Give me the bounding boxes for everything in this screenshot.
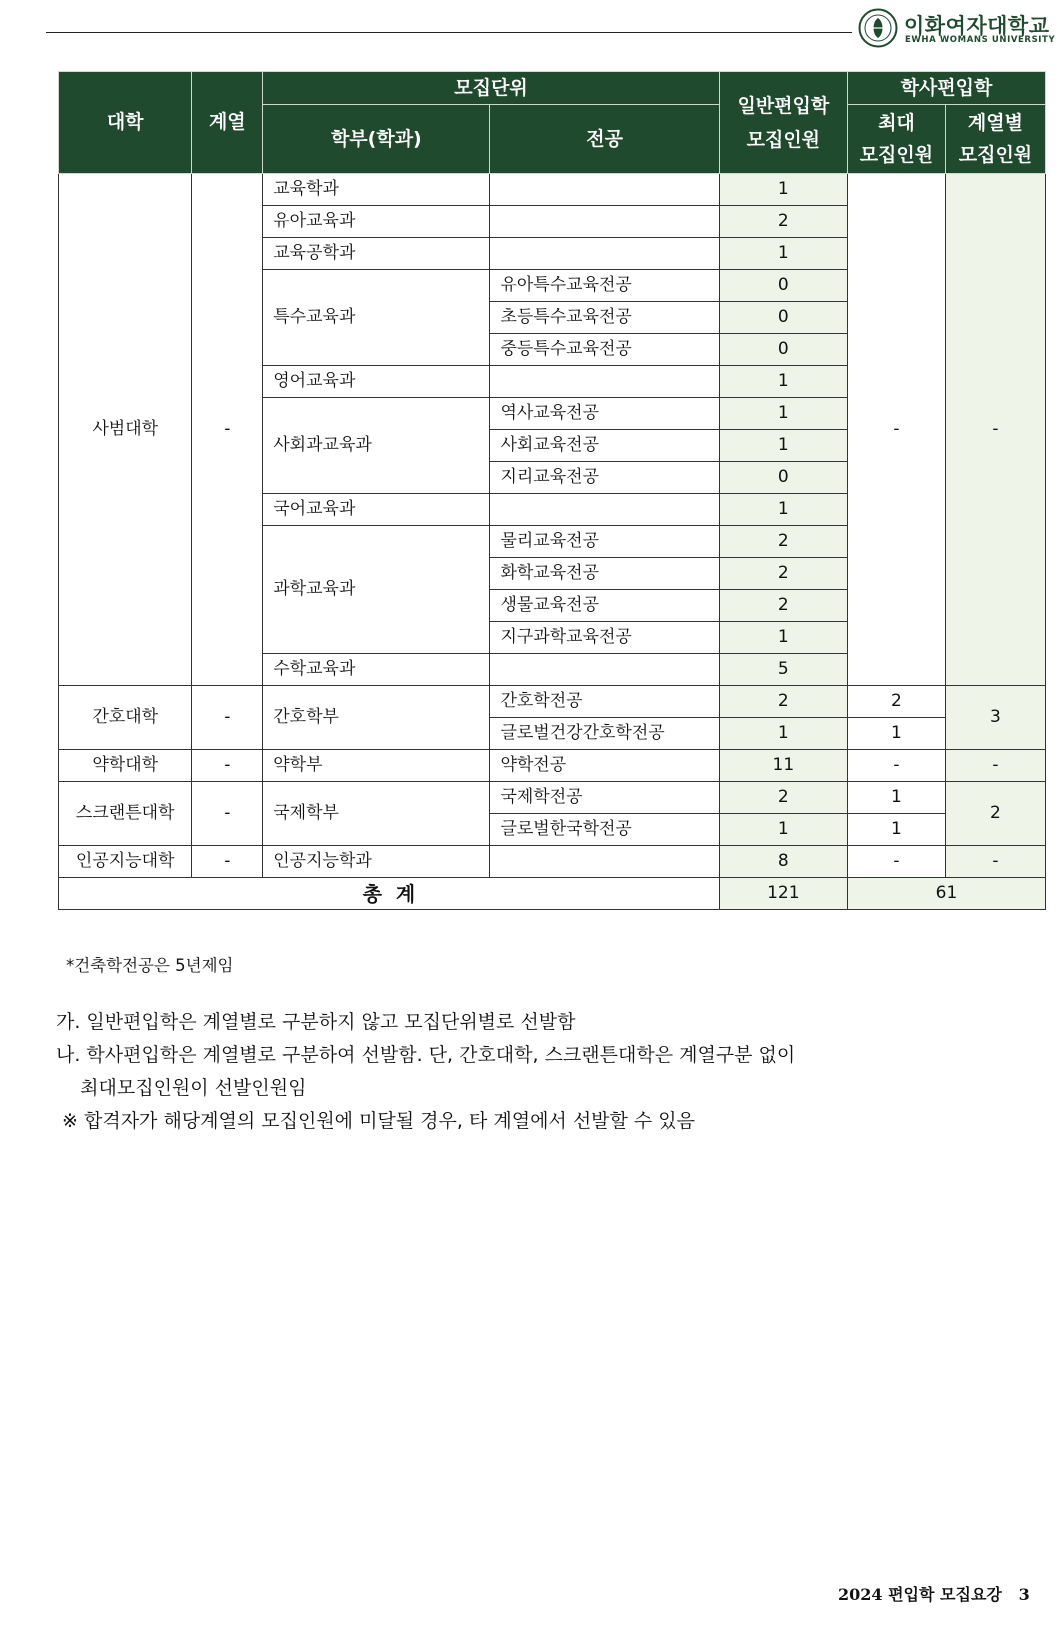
table-row: [59, 750, 1046, 782]
general-count: 1: [719, 814, 847, 846]
series-cell: -: [192, 174, 263, 686]
series-cell: -: [192, 846, 263, 878]
col-college: 대학: [59, 72, 192, 174]
major-cell: 글로벌건강간호학전공: [490, 718, 719, 750]
col-major: 전공: [490, 105, 719, 174]
major-cell: 국제학전공: [490, 782, 719, 814]
major-cell: [490, 846, 719, 878]
general-count: 2: [719, 526, 847, 558]
dept-cell: 교육공학과: [263, 238, 490, 270]
college-cell: 간호대학: [59, 686, 192, 750]
byseries-count: 2: [945, 782, 1045, 846]
series-cell: -: [192, 782, 263, 846]
general-count: 2: [719, 590, 847, 622]
byseries-count: -: [945, 750, 1045, 782]
series-cell: -: [192, 750, 263, 782]
header-row-1: [59, 72, 1046, 105]
major-cell: [490, 206, 719, 238]
dept-cell: 간호학부: [263, 686, 490, 750]
dept-cell: 유아교육과: [263, 206, 490, 238]
table-row: [59, 846, 1046, 878]
general-count: 0: [719, 302, 847, 334]
major-cell: [490, 174, 719, 206]
max-count: 1: [847, 782, 945, 814]
college-cell: 사범대학: [59, 174, 192, 686]
series-cell: -: [192, 686, 263, 750]
col-byseries: 계열별 모집인원: [945, 105, 1045, 174]
dept-cell: 과학교육과: [263, 526, 490, 654]
general-count: 2: [719, 558, 847, 590]
major-cell: 초등특수교육전공: [490, 302, 719, 334]
university-name: 이화여자대학교: [904, 14, 1050, 38]
general-count: 2: [719, 206, 847, 238]
total-general: 121: [719, 878, 847, 910]
general-count: 2: [719, 686, 847, 718]
dept-cell: 사회과교육과: [263, 398, 490, 494]
byseries-count: -: [945, 846, 1045, 878]
major-cell: [490, 494, 719, 526]
max-count: 2: [847, 686, 945, 718]
general-count: 1: [719, 622, 847, 654]
major-cell: 지구과학교육전공: [490, 622, 719, 654]
max-count: -: [847, 846, 945, 878]
dept-cell: 인공지능학과: [263, 846, 490, 878]
general-count: 1: [719, 174, 847, 206]
general-count: 8: [719, 846, 847, 878]
dept-cell: 약학부: [263, 750, 490, 782]
major-cell: 중등특수교육전공: [490, 334, 719, 366]
note-item: 나. 학사편입학은 계열별로 구분하여 선발함. 단, 간호대학, 스크랜튼대학은 계열구분 없이: [56, 1044, 796, 1066]
notes: [56, 1006, 795, 1138]
quota-table: [58, 71, 1046, 910]
major-cell: 역사교육전공: [490, 398, 719, 430]
total-row: [59, 878, 1046, 910]
dept-cell: 국어교육과: [263, 494, 490, 526]
general-count: 0: [719, 462, 847, 494]
major-cell: [490, 238, 719, 270]
general-count: 1: [719, 430, 847, 462]
college-cell: 스크랜튼대학: [59, 782, 192, 846]
max-count: -: [847, 174, 945, 686]
byseries-count: -: [945, 174, 1045, 686]
major-cell: 사회교육전공: [490, 430, 719, 462]
table-row: [59, 174, 1046, 206]
general-count: 1: [719, 718, 847, 750]
col-series: 계열: [192, 72, 263, 174]
general-count: 5: [719, 654, 847, 686]
university-logo: [858, 8, 1058, 52]
general-count: 2: [719, 782, 847, 814]
major-cell: 지리교육전공: [490, 462, 719, 494]
col-general: 일반편입학 모집인원: [719, 72, 847, 174]
dept-cell: 수학교육과: [263, 654, 490, 686]
max-count: 1: [847, 718, 945, 750]
dept-cell: 교육학과: [263, 174, 490, 206]
college-cell: 약학대학: [59, 750, 192, 782]
footnote: *건축학전공은 5년제임: [66, 956, 234, 975]
header-rule: [46, 32, 852, 33]
page-footer: 2024 편입학 모집요강 3: [838, 1585, 1030, 1604]
major-cell: [490, 654, 719, 686]
dept-cell: 영어교육과: [263, 366, 490, 398]
note-item: 최대모집인원이 선발인원임: [56, 1077, 307, 1099]
major-cell: 약학전공: [490, 750, 719, 782]
general-count: 1: [719, 238, 847, 270]
total-bachelor: 61: [847, 878, 1045, 910]
general-count: 1: [719, 398, 847, 430]
college-cell: 인공지능대학: [59, 846, 192, 878]
table-row: [59, 686, 1046, 718]
major-cell: 생물교육전공: [490, 590, 719, 622]
general-count: 1: [719, 494, 847, 526]
dept-cell: 특수교육과: [263, 270, 490, 366]
major-cell: [490, 366, 719, 398]
major-cell: 글로벌한국학전공: [490, 814, 719, 846]
general-count: 11: [719, 750, 847, 782]
dept-cell: 국제학부: [263, 782, 490, 846]
general-count: 1: [719, 366, 847, 398]
byseries-count: 3: [945, 686, 1045, 750]
general-count: 0: [719, 334, 847, 366]
col-dept: 학부(학과): [263, 105, 490, 174]
col-bachelor: 학사편입학: [847, 72, 1045, 105]
total-label: 총 계: [59, 878, 720, 910]
table-row: [59, 782, 1046, 814]
note-item: ※ 합격자가 해당계열의 모집인원에 미달될 경우, 타 계열에서 선발할 수 있음: [56, 1110, 696, 1132]
col-unit: 모집단위: [263, 72, 720, 105]
ewha-seal-icon: [858, 8, 898, 48]
major-cell: 물리교육전공: [490, 526, 719, 558]
major-cell: 화학교육전공: [490, 558, 719, 590]
university-name-en: EWHA WOMANS UNIVERSITY: [905, 35, 1056, 45]
note-item: 가. 일반편입학은 계열별로 구분하지 않고 모집단위별로 선발함: [56, 1011, 576, 1033]
col-max: 최대 모집인원: [847, 105, 945, 174]
max-count: -: [847, 750, 945, 782]
max-count: 1: [847, 814, 945, 846]
major-cell: 유아특수교육전공: [490, 270, 719, 302]
general-count: 0: [719, 270, 847, 302]
major-cell: 간호학전공: [490, 686, 719, 718]
